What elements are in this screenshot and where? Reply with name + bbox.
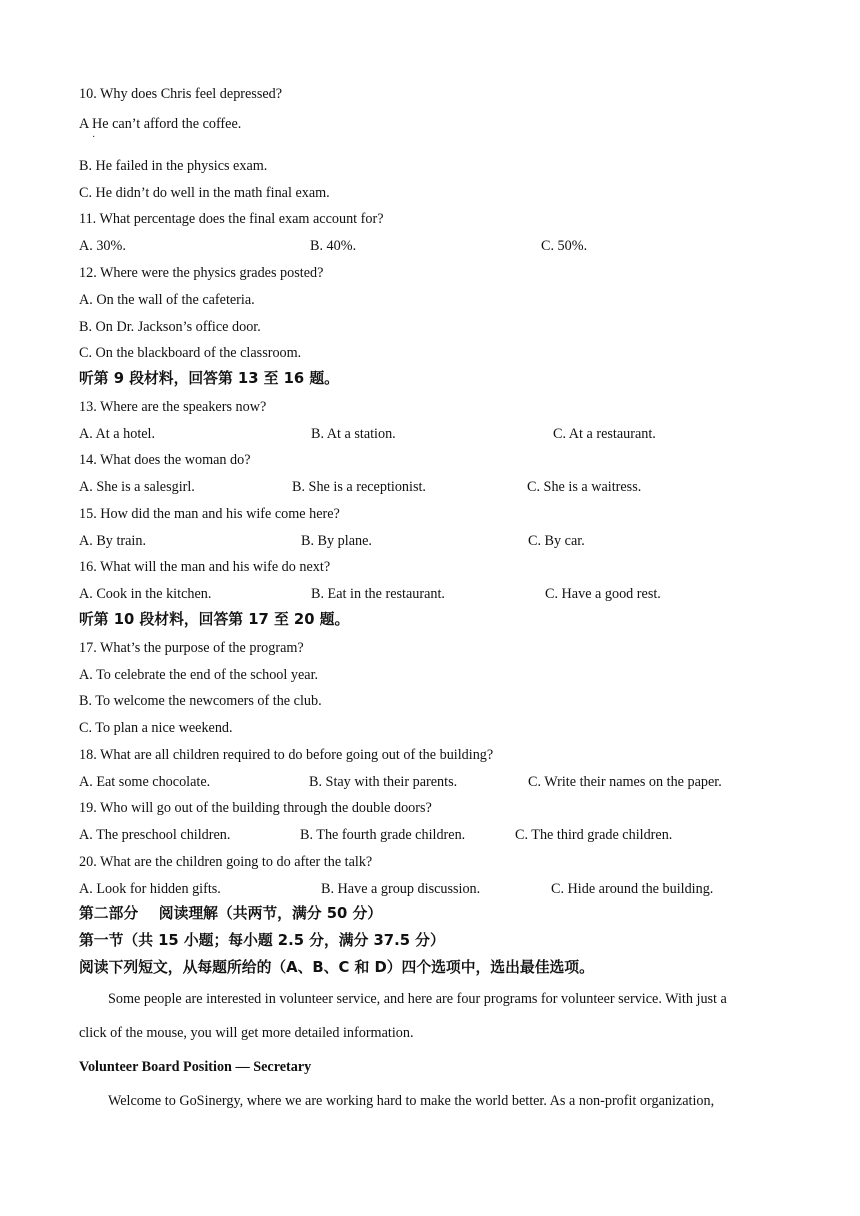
option-11b: B. 40%. [310,238,357,254]
passage-intro-line-1: Some people are interested in volunteer service, and here are four programs for volunteer service. With just a [108,991,727,1007]
option-12a: A. On the wall of the cafeteria. [79,292,255,308]
question-12: 12. Where were the physics grades posted? [79,265,324,281]
option-17a: A. To celebrate the end of the school year. [79,667,319,683]
option-18c: C. Write their names on the paper. [528,774,722,790]
option-19a: A. The preschool children. [79,827,231,843]
option-10b: B. He failed in the physics exam. [79,158,268,174]
option-14c: C. She is a waitress. [527,479,642,495]
option-13b: B. At a station. [311,426,396,442]
option-18a: A. Eat some chocolate. [79,774,211,790]
question-15: 15. How did the man and his wife come here? [79,506,340,522]
part-2-title: 第二部分 阅读理解（共两节，满分 50 分） [79,905,383,922]
part-2-section-1-heading: 第一节（共 15 小题；每小题 2.5 分，满分 37.5 分） [79,932,445,949]
option-14a: A. She is a salesgirl. [79,479,195,495]
question-18: 18. What are all children required to do before going out of the building? [79,747,494,763]
option-11a: A. 30%. [79,238,126,254]
option-15a: A. By train. [79,533,146,549]
stray-dot: · [92,132,96,143]
option-17b: B. To welcome the newcomers of the club. [79,693,322,709]
option-10a: A He can’t afford the coffee. [79,116,242,132]
question-10: 10. Why does Chris feel depressed? [79,86,283,102]
question-16: 16. What will the man and his wife do next? [79,559,331,575]
passage-body-line-1: Welcome to GoSinergy, where we are working hard to make the world better. As a non-profit organization, [108,1093,715,1109]
question-11: 11. What percentage does the final exam account for? [79,211,384,227]
question-13: 13. Where are the speakers now? [79,399,267,415]
option-19b: B. The fourth grade children. [300,827,466,843]
option-17c: C. To plan a nice weekend. [79,720,233,736]
option-16a: A. Cook in the kitchen. [79,586,212,602]
option-20c: C. Hide around the building. [551,881,714,897]
option-16b: B. Eat in the restaurant. [311,586,445,602]
part-2-instruction: 阅读下列短文，从每题所给的（A、B、C 和 D）四个选项中，选出最佳选项。 [79,959,594,976]
option-16c: C. Have a good rest. [545,586,661,602]
option-15b: B. By plane. [301,533,372,549]
question-20: 20. What are the children going to do after the talk? [79,854,373,870]
section-10-heading: 听第 10 段材料，回答第 17 至 20 题。 [79,611,350,628]
option-12b: B. On Dr. Jackson’s office door. [79,319,261,335]
option-13c: C. At a restaurant. [553,426,656,442]
question-14: 14. What does the woman do? [79,452,251,468]
option-14b: B. She is a receptionist. [292,479,426,495]
option-13a: A. At a hotel. [79,426,156,442]
section-9-heading: 听第 9 段材料，回答第 13 至 16 题。 [79,370,339,387]
option-12c: C. On the blackboard of the classroom. [79,345,302,361]
question-19: 19. Who will go out of the building through the double doors? [79,800,432,816]
passage-intro-line-2: click of the mouse, you will get more detailed information. [79,1025,414,1041]
option-15c: C. By car. [528,533,585,549]
option-20a: A. Look for hidden gifts. [79,881,221,897]
option-20b: B. Have a group discussion. [321,881,481,897]
option-11c: C. 50%. [541,238,588,254]
option-10c: C. He didn’t do well in the math final exam. [79,185,330,201]
option-19c: C. The third grade children. [515,827,673,843]
question-17: 17. What’s the purpose of the program? [79,640,304,656]
passage-heading: Volunteer Board Position — Secretary [79,1059,312,1075]
option-18b: B. Stay with their parents. [309,774,458,790]
